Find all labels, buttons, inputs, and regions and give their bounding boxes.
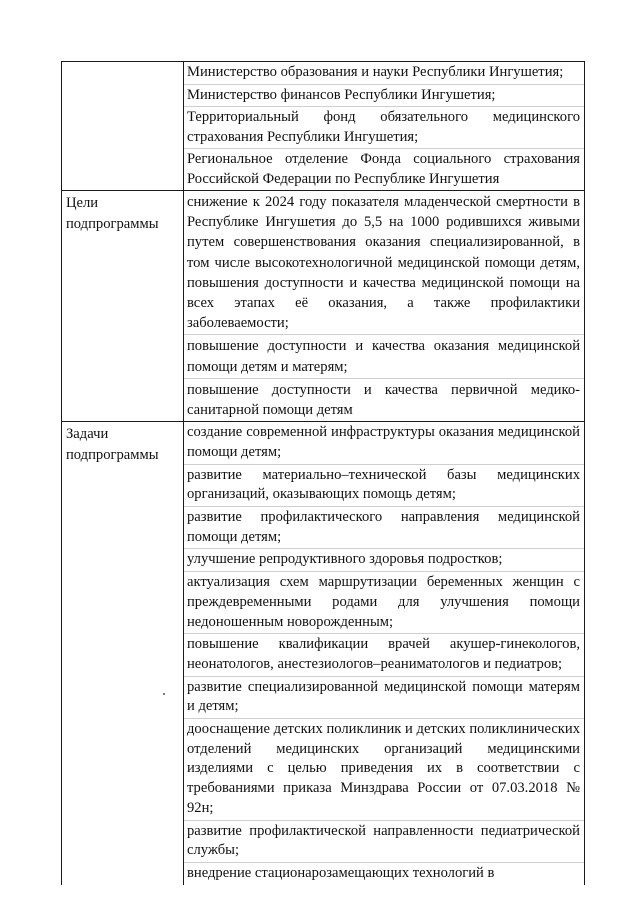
list-item: Министерство образования и науки Республики Ингушетия;	[184, 62, 584, 85]
table-row-tasks	[62, 422, 585, 885]
row-content	[184, 422, 585, 885]
subprogram-passport-table	[61, 61, 585, 885]
list-item: Региональное отделение Фонда социального страхования Российской Федерации по Республике Ингушетия	[187, 151, 580, 187]
list-item: развитие специализированной медицинской помощи матерям и детям;	[184, 677, 584, 719]
list-item: создание современной инфраструктуры оказания медицинской помощи детям;	[184, 422, 584, 464]
list-item: развитие профилактического направления медицинской помощи детям;	[184, 507, 584, 549]
list-item: Территориальный фонд обязательного медицинского страхования Республики Ингушетия;	[184, 107, 584, 149]
row-label: Цели подпрограммы	[62, 191, 184, 422]
row-label: Задачи подпрограммы	[62, 422, 184, 885]
list-item: повышение квалификации врачей акушер-гинекологов, неонатологов, анестезиологов–реаниматологов и педиатров;	[184, 634, 584, 676]
list-item: снижение к 2024 году показателя младенческой смертности в Республике Ингушетия до 5,5 на 1000 родившихся живыми путем совершенствования оказания специализированной, в том числе высокотехнологичной медицинской помощи детям, повышения доступности и качества медицинской помощи на всех этапах её оказания, а также профилактики заболеваемости;	[184, 191, 584, 335]
list-item: повышение доступности и качества первичной медико-санитарной помощи детям	[187, 381, 580, 419]
row-content	[184, 191, 585, 422]
table-row-goals	[62, 191, 585, 422]
list-item: Министерство финансов Республики Ингушетия;	[184, 85, 584, 108]
row-content	[184, 62, 585, 191]
list-item: повышение доступности и качества оказания медицинской помощи детям и матерям;	[184, 335, 584, 378]
list-item: развитие профилактической направленности педиатрической службы;	[184, 821, 584, 863]
list-item: внедрение стационарозамещающих технологий в	[187, 865, 495, 881]
list-item: дооснащение детских поликлиник и детских поликлинических отделений медицинских организаций медицинскими изделиями с целью приведения их в соответствии с требованиями приказа Минздрава России от 07.03.2018 № 92н;	[184, 719, 584, 821]
list-item: актуализация схем маршрутизации беременных женщин с преждевременными родами для улучшения помощи недоношенным новорожденным;	[184, 572, 584, 634]
scan-speck	[163, 693, 165, 695]
row-label	[62, 62, 184, 191]
list-item: развитие материально–технической базы медицинских организаций, оказывающих помощь детям;	[184, 465, 584, 507]
table-row-participants	[62, 62, 585, 191]
list-item: улучшение репродуктивного здоровья подростков;	[184, 549, 584, 572]
